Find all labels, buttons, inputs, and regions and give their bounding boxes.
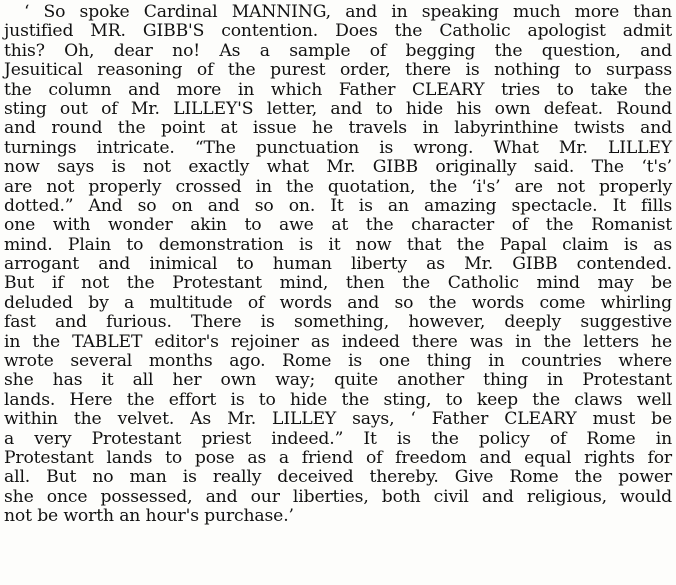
text-line-20: she has it all her own way; quite another thing in Protestant [4,370,672,391]
text-line-11: dotted.” And so on and so on. It is an amazing spectacle. It fills [4,195,672,216]
text-line-3: this? Oh, dear no! As a sample of begging the question, and [4,40,672,61]
text-line-6: sting out of Mr. LILLEY'S letter, and to hide his own defeat. Round [4,98,672,119]
text-line-26: she once possessed, and our liberties, both civil and religious, would [4,486,672,507]
text-line-10: are not properly crossed in the quotation, the ‘i's’ are not properly [4,176,672,197]
text-line-16: deluded by a multitude of words and so the words come whirling [4,292,672,313]
text-line-8: turnings intricate. “The punctuation is wrong. What Mr. LILLEY [4,137,672,158]
text-line-24: Protestant lands to pose as a friend of freedom and equal rights for [4,447,672,468]
text-line-25: all. But no man is really deceived thereby. Give Rome the power [4,467,672,488]
text-line-7: and round the point at issue he travels in labyrinthine twists and [4,118,672,139]
text-line-23: a very Protestant priest indeed.” It is the policy of Rome in [4,428,672,449]
text-line-9: now says is not exactly what Mr. GIBB originally said. The ‘t's’ [4,157,672,178]
text-line-21: lands. Here the effort is to hide the sting, to keep the claws well [4,389,672,410]
text-line-5: the column and more in which Father CLEARY tries to take the [4,79,672,100]
article-column [4,3,672,527]
text-line-2: justified MR. GIBB'S contention. Does the Catholic apologist admit [4,21,672,42]
text-line-18: in the TABLET editor's rejoiner as indeed there was in the letters he [4,331,672,352]
text-line-27: not be worth an hour's purchase.’ [4,506,294,527]
text-line-13: mind. Plain to demonstration is it now that the Papal claim is as [4,234,672,255]
text-line-14: arrogant and inimical to human liberty as Mr. GIBB contended. [4,254,672,275]
text-line-19: wrote several months ago. Rome is one thing in countries where [4,351,672,372]
text-line-17: fast and furious. There is something, however, deeply suggestive [4,312,672,333]
text-line-4: Jesuitical reasoning of the purest order, there is nothing to surpass [4,60,672,81]
text-line-1: ‘ So spoke Cardinal MANNING, and in speaking much more than [24,2,672,22]
text-line-15: But if not the Protestant mind, then the Catholic mind may be [4,273,672,294]
text-line-22: within the velvet. As Mr. LILLEY says, ‘ Father CLEARY must be [4,409,672,430]
text-line-12: one with wonder akin to awe at the character of the Romanist [4,215,672,236]
